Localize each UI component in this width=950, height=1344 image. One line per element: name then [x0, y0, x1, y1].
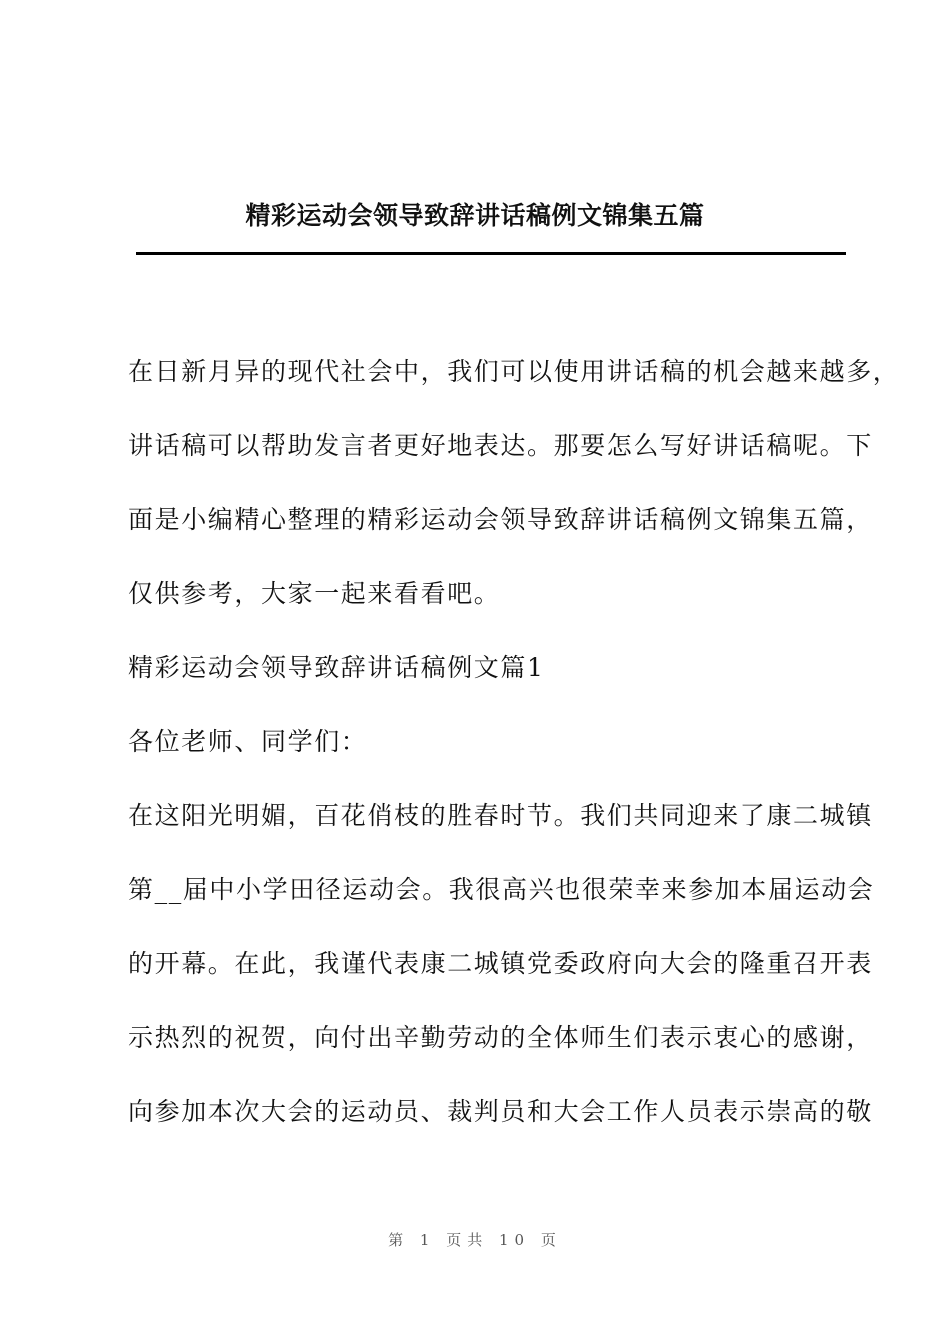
salutation: 各位老师、同学们：: [128, 727, 368, 756]
body-line: 向参加本次大会的运动员、裁判员和大会工作人员表示崇高的敬: [128, 1097, 873, 1126]
body-line: 仅供参考，大家一起来看看吧。: [128, 579, 501, 608]
document-title: 精彩运动会领导致辞讲话稿例文锦集五篇: [245, 201, 705, 230]
page-number-footer: 第 1 页共 10 页: [388, 1231, 562, 1249]
body-line: 的开幕。在此，我谨代表康二城镇党委政府向大会的隆重召开表: [128, 949, 873, 978]
body-line: 在这阳光明媚，百花俏枝的胜春时节。我们共同迎来了康二城镇: [128, 801, 873, 830]
body-line: 示热烈的祝贺，向付出辛勤劳动的全体师生们表示衷心的感谢，: [128, 1023, 873, 1052]
body-line: 面是小编精心整理的精彩运动会领导致辞讲话稿例文锦集五篇，: [128, 505, 873, 534]
section-heading: 精彩运动会领导致辞讲话稿例文篇1: [128, 653, 545, 682]
body-line: 讲话稿可以帮助发言者更好地表达。那要怎么写好讲话稿呢。下: [128, 431, 873, 460]
body-line: 在日新月异的现代社会中，我们可以使用讲话稿的机会越来越多，: [128, 357, 900, 386]
title-underline: [136, 252, 846, 255]
body-line: 第__届中小学田径运动会。我很高兴也很荣幸来参加本届运动会: [128, 875, 875, 904]
